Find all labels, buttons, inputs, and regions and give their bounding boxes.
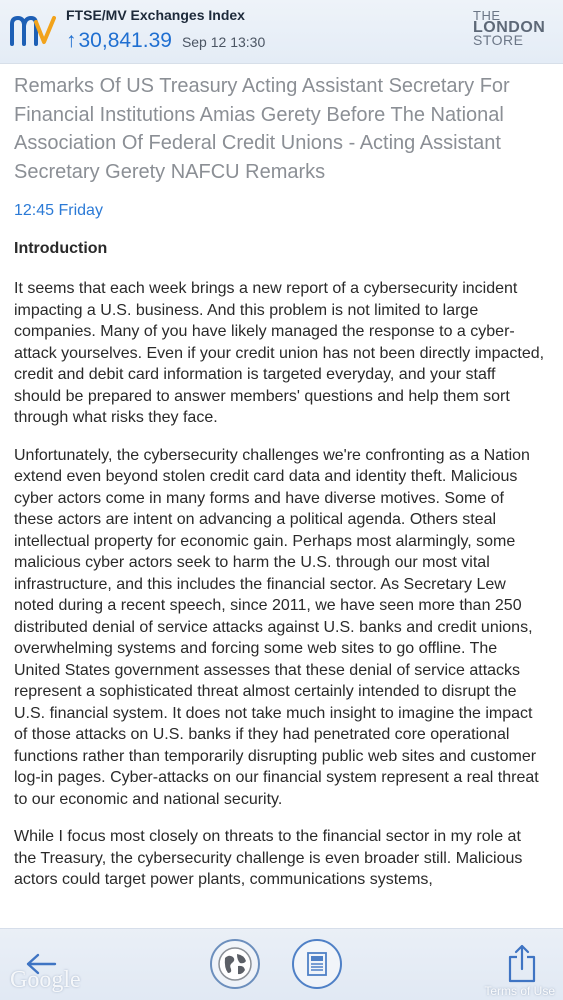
index-name: FTSE/MV Exchanges Index (66, 7, 245, 23)
up-arrow-icon: ↑ (66, 29, 77, 52)
sponsor-logo[interactable] (473, 10, 549, 46)
index-value: 30,841.39 (78, 29, 172, 52)
article-paragraph-3: While I focus most closely on threats to the financial sector in my role at the Treasury, the cybersecurity challenge is even broader still. Malicious actors could target power plants, communications systems, (14, 828, 523, 888)
bottom-toolbar (0, 928, 563, 1000)
article-body[interactable] (14, 72, 546, 891)
map-attribution-logo: Google (10, 967, 81, 993)
sponsor-logo-line2: LONDON (473, 19, 546, 36)
article-title: Remarks Of US Treasury Acting Assistant Secretary For Financial Institutions Amias Gerety Before The National Association Of Federal Credit Unions - Acting Assistant Secretary Gerety NAFCU Remarks (14, 75, 510, 183)
sponsor-logo-line3: STORE (473, 32, 524, 48)
sponsor-logo-line1: THE (473, 8, 501, 23)
article-paragraph-1: It seems that each week brings a new report of a cybersecurity incident impacting a U.S. business. And this problem is not limited to large companies. Many of you have likely managed the response to a cyber-attack yourselves. Even if your credit union has not been directly impacted, credit and debit card information is targeted everyday, and your staff should be prepared to answer members' questions and help them sort through what risks they face. (14, 280, 545, 426)
news-button[interactable] (292, 939, 342, 989)
newspaper-icon (302, 949, 332, 979)
article-paragraph-2: Unfortunately, the cybersecurity challenges we're confronting as a Nation extend even beyond stolen credit card data and identity theft. Malicious cyber actors come in many forms and have diverse motives. Some of these actors are intent on advancing a political agenda. Others steal intellectual property for economic gain. Perhaps most alarmingly, some malicious cyber actors seek to harm the U.S. through our most vital infrastructure, and this includes the financial sector. As Secretary Lew noted during a recent speech, since 2011, we have seen more than 250 distributed denial of service attacks against U.S. banks and credit unions, overwhelming systems and forcing some web sites to go offline. The United States government assesses that these denial of service attacks represent a sophisticated threat almost certainly intended to disrupt the U.S. financial system. It does not take much insight to imagine the impact of those attacks on U.S. banks if they had penetrated core operational functions rather than temporarily disrupting public web sites and customer log-in pages. Cyber-attacks on our financial system represent a real threat to our economic and national security. (14, 446, 539, 808)
index-header (0, 0, 563, 64)
globe-icon (217, 946, 253, 982)
share-icon[interactable] (506, 943, 538, 983)
map-terms-link[interactable]: Terms of Use (484, 984, 555, 998)
globe-button[interactable] (210, 939, 260, 989)
index-quote[interactable] (66, 29, 265, 53)
section-heading: Introduction (14, 240, 108, 257)
app-logo-icon[interactable] (10, 14, 56, 48)
article-timestamp: 12:45 Friday (14, 202, 103, 219)
index-timestamp: Sep 12 13:30 (181, 34, 266, 50)
